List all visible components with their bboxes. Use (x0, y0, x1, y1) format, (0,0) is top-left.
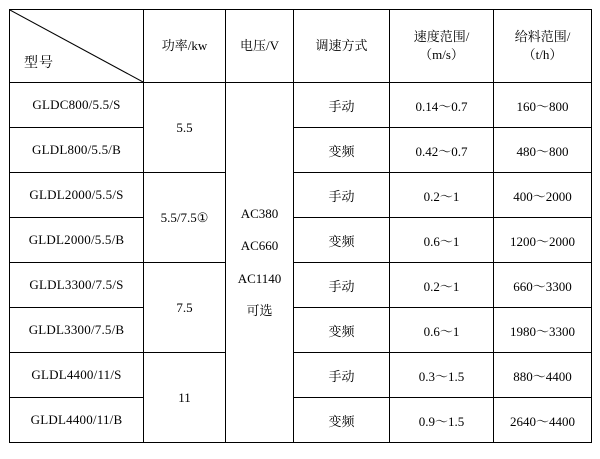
cell-feed-range: 400～2000 (494, 173, 592, 218)
cell-model: GLDL4400/11/S (10, 353, 144, 398)
cell-speed-mode: 变频 (294, 128, 390, 173)
cell-speed-mode: 变频 (294, 308, 390, 353)
specification-table (9, 9, 592, 443)
header-label-speed-range-line2: （m/s） (419, 47, 464, 62)
header-label-feed-range-line1: 给料范围/ (514, 29, 571, 45)
cell-speed-range: 0.6～1 (390, 218, 494, 263)
cell-model: GLDL800/5.5/B (10, 128, 144, 173)
table-row (10, 128, 592, 173)
cell-model: GLDC800/5.5/S (10, 83, 144, 128)
header-cell-speed-range (390, 10, 494, 83)
cell-speed-range: 0.42～0.7 (390, 128, 494, 173)
cell-speed-mode: 变频 (294, 398, 390, 443)
cell-speed-range: 0.2～1 (390, 173, 494, 218)
table-header-row (10, 10, 592, 83)
table-row (10, 83, 592, 128)
header-cell-feed-range (494, 10, 592, 83)
cell-speed-range: 0.3～1.5 (390, 353, 494, 398)
cell-power-group: 5.5/7.5① (144, 173, 226, 263)
cell-feed-range: 880～4400 (494, 353, 592, 398)
header-cell-speed-mode (294, 10, 390, 83)
table-row (10, 398, 592, 443)
cell-feed-range: 1200～2000 (494, 218, 592, 263)
voltage-option-ac660: AC660 (240, 238, 279, 253)
table-row (10, 353, 592, 398)
cell-model: GLDL2000/5.5/B (10, 218, 144, 263)
header-cell-power (144, 10, 226, 83)
cell-speed-mode: 手动 (294, 83, 390, 128)
cell-feed-range: 660～3300 (494, 263, 592, 308)
table-row (10, 218, 592, 263)
table-row (10, 263, 592, 308)
cell-speed-mode: 手动 (294, 353, 390, 398)
header-label-speed-range-line1: 速度范围/ (413, 29, 470, 45)
header-label-model: 型号 (24, 56, 54, 71)
header-label-speed-mode: 调速方式 (315, 38, 368, 54)
cell-power-group: 11 (144, 353, 226, 443)
cell-speed-range: 0.2～1 (390, 263, 494, 308)
cell-speed-range: 0.6～1 (390, 308, 494, 353)
table-row (10, 308, 592, 353)
voltage-option-selectable: 可选 (246, 303, 273, 318)
cell-voltage-group (226, 83, 294, 443)
voltage-option-ac380: AC380 (240, 205, 279, 221)
cell-speed-mode: 变频 (294, 218, 390, 263)
table-row (10, 173, 592, 218)
cell-model: GLDL4400/11/B (10, 398, 144, 443)
cell-power-group: 5.5 (144, 83, 226, 173)
cell-speed-mode: 手动 (294, 263, 390, 308)
cell-speed-range: 0.14～0.7 (390, 83, 494, 128)
cell-feed-range: 160～800 (494, 83, 592, 128)
cell-model: GLDL3300/7.5/B (10, 308, 144, 353)
cell-speed-mode: 手动 (294, 173, 390, 218)
cell-speed-range: 0.9～1.5 (390, 398, 494, 443)
header-cell-model-corner (10, 10, 144, 83)
cell-feed-range: 480～800 (494, 128, 592, 173)
cell-model: GLDL3300/7.5/S (10, 263, 144, 308)
header-cell-voltage (226, 10, 294, 83)
cell-feed-range: 2640～4400 (494, 398, 592, 443)
cell-feed-range: 1980～3300 (494, 308, 592, 353)
header-label-power: 功率/kw (161, 38, 208, 54)
header-label-feed-range-line2: （t/h） (522, 47, 563, 62)
cell-power-group: 7.5 (144, 263, 226, 353)
header-label-voltage: 电压/V (239, 38, 279, 54)
voltage-option-ac1140: AC1140 (237, 270, 282, 286)
cell-model: GLDL2000/5.5/S (10, 173, 144, 218)
